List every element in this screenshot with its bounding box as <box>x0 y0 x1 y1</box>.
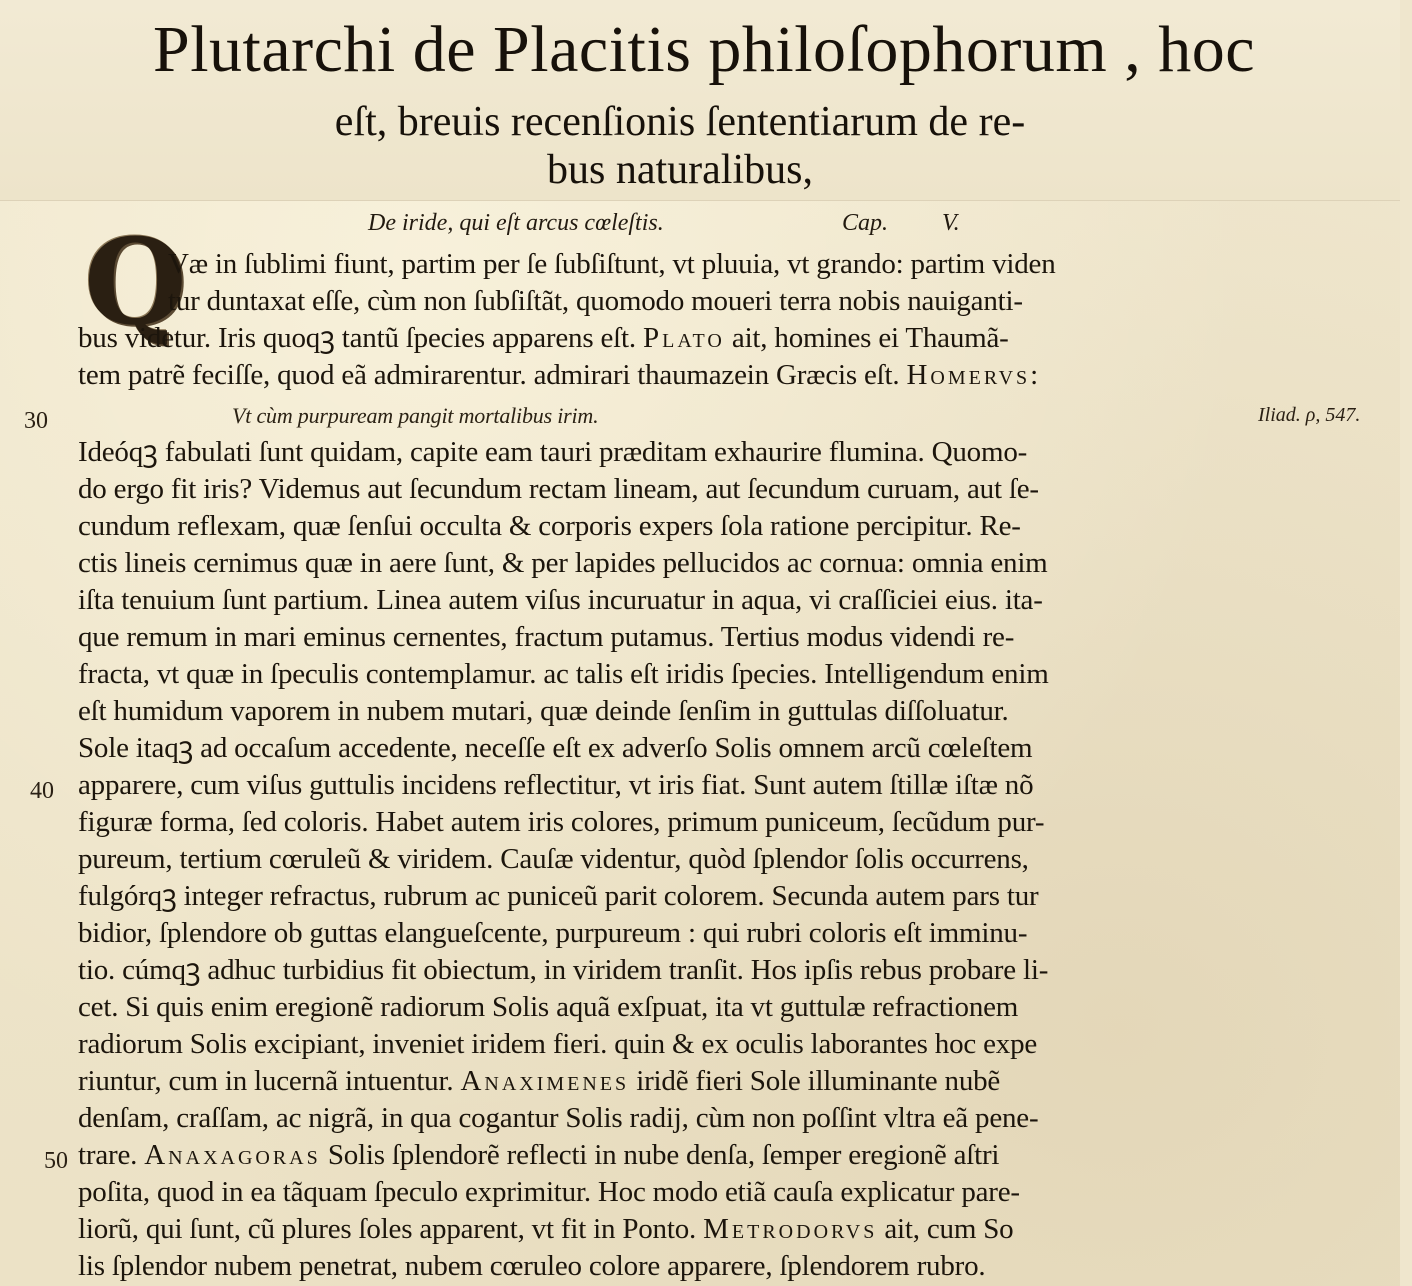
chapter-number: V. <box>942 210 960 236</box>
text-line <box>78 1211 1258 1247</box>
text-segment: iridẽ fieri Sole illuminante nubẽ <box>636 1065 1001 1097</box>
text-line: apparere, cum viſus guttulis incidens reflectitur, vt iris fiat. Sunt autem ſtillæ iſtæ nõ <box>78 769 1034 801</box>
text-segment: trare. <box>78 1139 138 1171</box>
text-segment: Solis ſplendorẽ reflecti in nube denſa, ſemper eregionẽ aſtri <box>327 1139 1000 1171</box>
text-line: lis ſplendor nubem penetrat, nubem cœruleo colore apparere, ſplendorem rubro. <box>78 1250 986 1282</box>
text-segment: ait, cum So <box>884 1213 1014 1245</box>
chapter-cap-label: Cap. <box>842 210 889 236</box>
title-line-1: Plutarchi de Placitis philoſophorum , hoc <box>152 13 1256 86</box>
drop-cap-initial: Q <box>84 212 187 351</box>
text-segment: liorũ, qui ſunt, cũ plures ſoles apparent, vt fit in Ponto. <box>78 1213 697 1245</box>
text-line: iſta tenuium ſunt partium. Linea autem viſus incuruatur in aqua, vi craſſiciei eius. ita- <box>78 584 1043 616</box>
marginal-reference-note: Iliad. ρ, 547. <box>1258 404 1361 426</box>
line-number-30: 30 <box>24 408 48 434</box>
text-line: cet. Si quis enim eregionẽ radiorum Solis aquã exſpuat, ita vt guttulæ refractionem <box>78 991 1019 1023</box>
name-anaximenes: Anaximenes <box>460 1065 630 1097</box>
text-line: do ergo fit iris? Videmus aut ſecundum rectam lineam, aut ſecundum curuam, aut ſe- <box>78 473 1039 505</box>
text-line: fulgórqꝫ integer refractus, rubrum ac puniceũ parit colorem. Secunda autem pars tur <box>78 880 1039 912</box>
title-band <box>0 0 1400 201</box>
text-line: bidior, ſplendore ob guttas elangueſcente, purpureum : qui rubri coloris eſt imminu- <box>78 917 1028 949</box>
title-line-3: bus naturalibus, <box>547 147 813 193</box>
text-line: que remum in mari eminus cernentes, fractum putamus. Tertius modus videndi re- <box>78 621 1015 653</box>
verse-quotation: Vt cùm purpuream pangit mortalibus irim. <box>232 403 599 428</box>
text-line: cundum reflexam, quæ ſenſui occulta & corporis expers ſola ratione percipitur. Re- <box>78 510 1021 542</box>
title-line-2: eſt, breuis recenſionis ſententiarum de re- <box>334 99 1026 145</box>
line-number-50: 50 <box>44 1148 68 1174</box>
text-line <box>78 1137 1258 1173</box>
text-line: eſt humidum vaporem in nubem mutari, quæ deinde ſenſim in guttulas diſſoluatur. <box>78 695 1009 727</box>
text-line: denſam, craſſam, ac nigrã, in qua cogantur Solis radij, cùm non poſſint vltra eã pene- <box>78 1102 1039 1134</box>
text-line: fracta, vt quæ in ſpeculis contemplamur. ac talis eſt iridis ſpecies. Intelligendum enim <box>78 658 1049 690</box>
text-segment: bus videtur. Iris quoqꝫ tantũ ſpecies apparens eſt. <box>78 322 636 354</box>
text-line: Ideóqꝫ fabulati ſunt quidam, capite eam tauri præditam exhaurire flumina. Quomo- <box>78 436 1028 468</box>
text-line: ctis lineis cernimus quæ in aere ſunt, & per lapides pellucidos ac cornua: omnia enim <box>78 547 1048 579</box>
name-anaxagoras: Anaxagoras <box>144 1139 321 1171</box>
name-metrodorus: Metrodorvs <box>703 1213 878 1245</box>
text-line <box>78 357 1258 393</box>
text-segment: tem patrẽ feciſſe, quod eã admirarentur. admirari thaumazein Græcis eſt. <box>78 359 900 391</box>
chapter-subject: De iride, qui eſt arcus cœleſtis. <box>368 210 664 236</box>
text-line: poſita, quod in ea tãquam ſpeculo exprimitur. Hoc modo etiã cauſa explicatur pare- <box>78 1176 1020 1208</box>
chapter-heading <box>0 210 1400 246</box>
text-line: radiorum Solis excipiant, inveniet iridem fieri. quin & ex oculis laborantes hoc expe <box>78 1028 1038 1060</box>
text-segment: riuntur, cum in lucernã intuentur. <box>78 1065 454 1097</box>
text-line: pureum, tertium cœruleũ & viridem. Cauſæ videntur, quòd ſplendor ſolis occurrens, <box>78 843 1029 875</box>
text-line: figuræ forma, ſed coloris. Habet autem iris colores, primum puniceum, ſecũdum pur- <box>78 806 1045 838</box>
name-plato: Plato <box>642 322 725 354</box>
name-homerus: Homervs: <box>906 359 1042 391</box>
text-line <box>78 1063 1258 1099</box>
text-line <box>78 320 1258 356</box>
line-number-40: 40 <box>30 778 54 804</box>
text-segment: ait, homines ei Thaumã- <box>731 322 1009 354</box>
text-line: Væ in ſublimi fiunt, partim per ſe ſubſiſtunt, vt pluuia, vt grando: partim viden <box>168 248 1056 280</box>
text-line: tur duntaxat eſſe, cùm non ſubſiſtãt, quomodo moueri terra nobis nauiganti- <box>168 285 1023 317</box>
text-line: Sole itaqꝫ ad occaſum accedente, neceſſe eſt ex adverſo Solis omnem arcũ cœleſtem <box>78 732 1033 764</box>
text-line: tio. cúmqꝫ adhuc turbidius fit obiectum, in viridem tranſit. Hos ipſis rebus probare li- <box>78 954 1049 986</box>
